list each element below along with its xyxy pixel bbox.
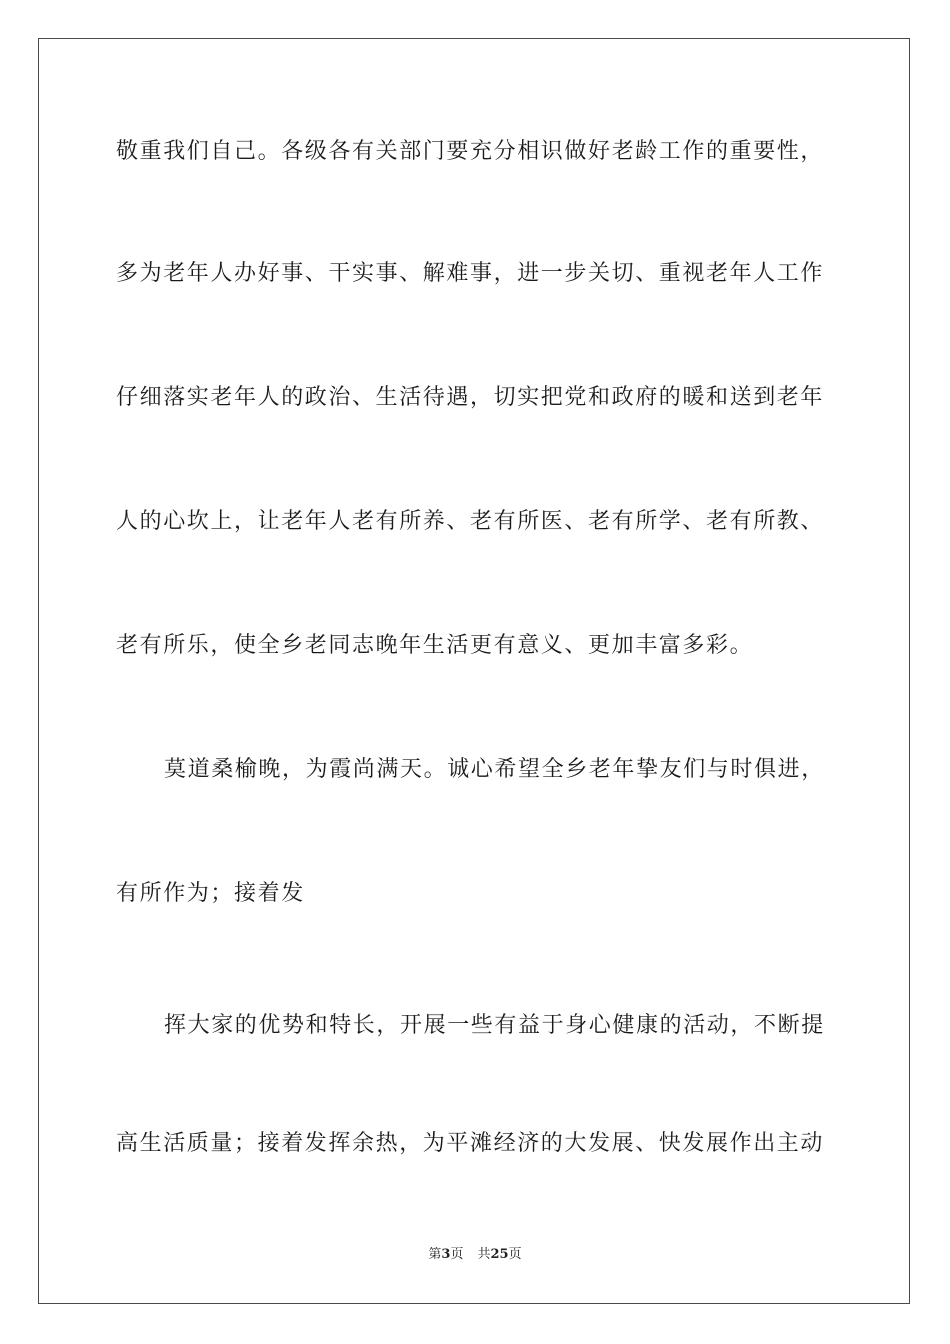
body-line-8: 挥大家的优势和特长，开展一些有益于身心健康的活动，不断提: [164, 1013, 825, 1038]
footer-page-suffix: 页: [450, 1247, 464, 1262]
page-footer: [0, 1246, 950, 1264]
footer-page-current: 3: [441, 1247, 451, 1262]
body-line-6: 莫道桑榆晚，为霞尚满天。诚心希望全乡老年挚友们与时俱进，: [164, 757, 825, 782]
body-line-3: 仔细落实老年人的政治、生活待遇，切实把党和政府的暖和送到老年: [116, 385, 825, 410]
footer-page-total: 25: [490, 1247, 509, 1262]
body-line-1: 敬重我们自己。各级各有关部门要充分相识做好老龄工作的重要性，: [116, 139, 825, 164]
body-line-4: 人的心坎上，让老年人老有所养、老有所医、老有所学、老有所教、: [116, 509, 825, 534]
footer-page-prefix: 第: [428, 1247, 442, 1262]
page-border: [38, 38, 910, 1304]
footer-total-suffix: 页: [508, 1247, 522, 1262]
body-line-7: 有所作为；接着发: [116, 881, 305, 906]
footer-total-prefix: 共: [477, 1247, 491, 1262]
body-line-9: 高生活质量；接着发挥余热，为平滩经济的大发展、快发展作出主动: [116, 1131, 825, 1156]
body-line-2: 多为老年人办好事、干实事、解难事，进一步关切、重视老年人工作: [116, 261, 825, 286]
body-line-5: 老有所乐，使全乡老同志晚年生活更有意义、更加丰富多彩。: [116, 633, 754, 658]
